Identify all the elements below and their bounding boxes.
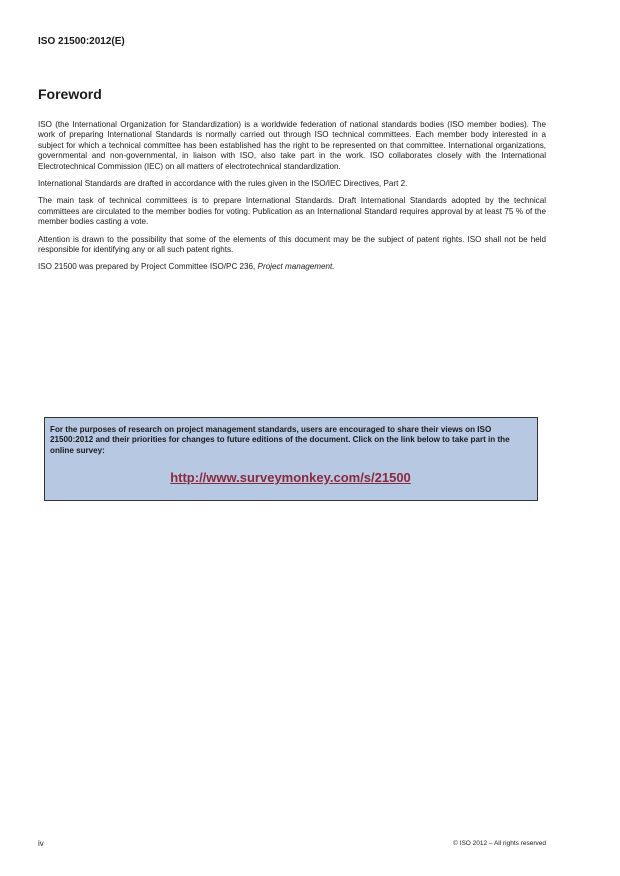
- foreword-heading: Foreword: [38, 86, 102, 102]
- survey-notice-box: [44, 417, 538, 501]
- paragraph-directives: International Standards are drafted in accordance with the rules given in the ISO/IEC Directives, Part 2.: [38, 179, 408, 189]
- committee-name: Project management.: [257, 262, 335, 272]
- survey-link[interactable]: http://www.surveymonkey.com/s/21500: [170, 469, 411, 485]
- paragraph-patent-rights: Attention is drawn to the possibility that some of the elements of this document may be the subject of patent rights. ISO shall not be held responsible for identifying any or all such patent rights.: [38, 234, 546, 255]
- survey-text: For the purposes of research on project management standards, users are encouraged to share their views on ISO 21500:2012 and their priorities for changes to future editions of the document. Click on the link below to take part in the online survey:: [50, 425, 510, 455]
- foreword-body: [38, 120, 546, 280]
- document-id: ISO 21500:2012(E): [38, 36, 125, 47]
- prepared-by-text: ISO 21500 was prepared by Project Committee ISO/PC 236,: [38, 262, 258, 272]
- paragraph-prepared-by: [38, 262, 546, 272]
- page-number: iv: [38, 839, 44, 848]
- paragraph-main-task: The main task of technical committees is to prepare International Standards. Draft International Standards adopted by the technical committees are circulated to the member bodies for voting. Publication as an International Standard requires approval by at least 75 % of the member bodies casting a vote.: [38, 196, 546, 227]
- paragraph-iso-intro: ISO (the International Organization for Standardization) is a worldwide federation of national standards bodies (ISO member bodies). The work of preparing International Standards is normally carried out through ISO technical committees. Each member body interested in a subject for which a technical committee has been established has the right to be represented on that committee. International organizations, governmental and non-governmental, in liaison with ISO, also take part in the work. ISO collaborates closely with the International Electrotechnical Commission (IEC) on all matters of electrotechnical standardization.: [38, 120, 546, 171]
- copyright-notice: © ISO 2012 – All rights reserved: [453, 840, 546, 847]
